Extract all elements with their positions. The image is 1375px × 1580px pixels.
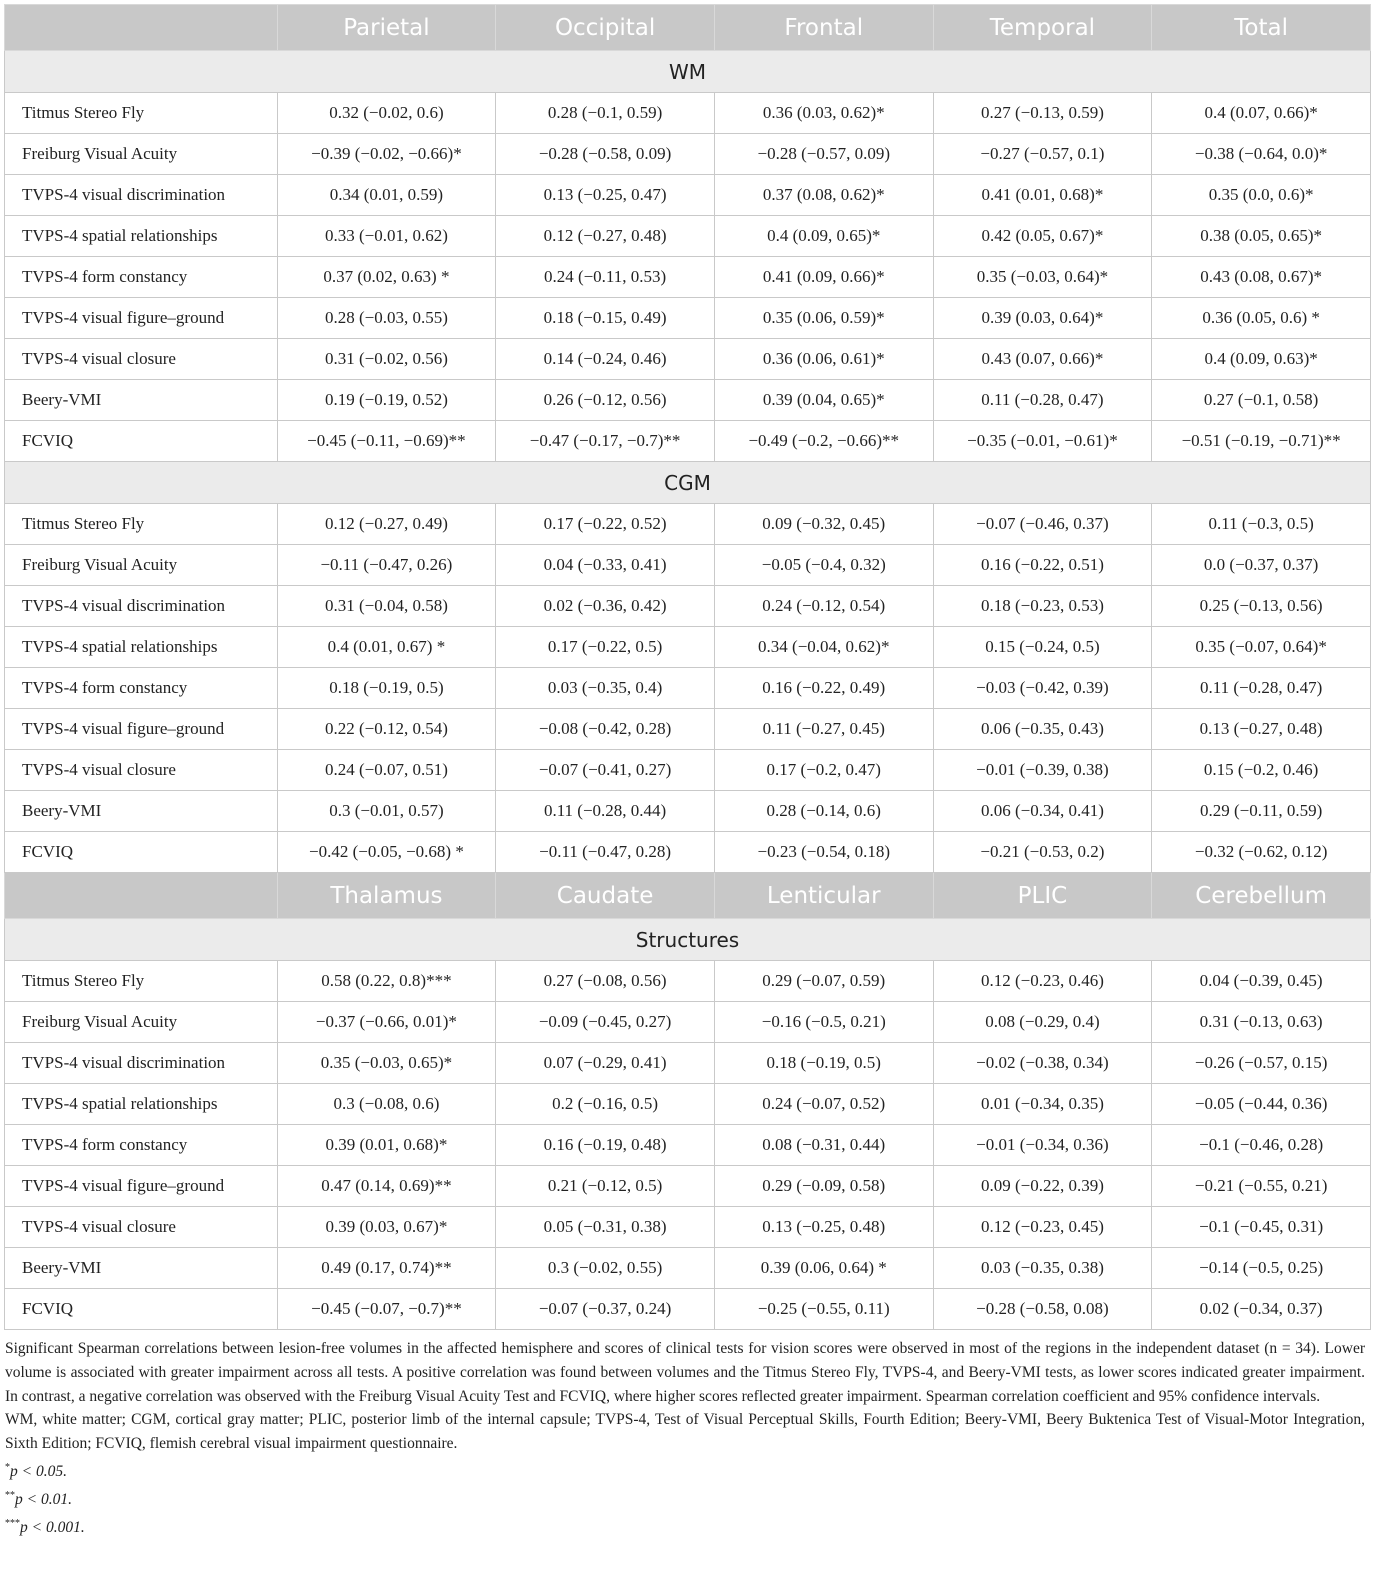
column-header: Occipital: [496, 5, 715, 51]
table-cell: 0.28 (−0.14, 0.6): [714, 791, 933, 832]
table-cell: 0.39 (0.04, 0.65)*: [714, 380, 933, 421]
table-cell: 0.37 (0.02, 0.63) *: [277, 257, 496, 298]
section-title: CGM: [5, 462, 1371, 504]
row-label: TVPS-4 visual closure: [5, 1207, 278, 1248]
column-header: Frontal: [714, 5, 933, 51]
table-cell: 0.35 (−0.07, 0.64)*: [1152, 627, 1371, 668]
table-cell: −0.38 (−0.64, 0.0)*: [1152, 134, 1371, 175]
table-footnotes: [4, 1337, 1371, 1540]
table-cell: 0.18 (−0.23, 0.53): [933, 586, 1152, 627]
table-cell: 0.21 (−0.12, 0.5): [496, 1166, 715, 1207]
table-row: [5, 545, 1371, 586]
table-cell: 0.24 (−0.07, 0.51): [277, 750, 496, 791]
table-cell: 0.0 (−0.37, 0.37): [1152, 545, 1371, 586]
table-row: [5, 1289, 1371, 1330]
table-cell: 0.02 (−0.34, 0.37): [1152, 1289, 1371, 1330]
table-cell: −0.26 (−0.57, 0.15): [1152, 1043, 1371, 1084]
table-cell: 0.02 (−0.36, 0.42): [496, 586, 715, 627]
table-cell: −0.01 (−0.34, 0.36): [933, 1125, 1152, 1166]
table-cell: 0.18 (−0.19, 0.5): [277, 668, 496, 709]
row-label: TVPS-4 form constancy: [5, 668, 278, 709]
column-header: Total: [1152, 5, 1371, 51]
column-header-row: [5, 873, 1371, 919]
table-cell: 0.24 (−0.11, 0.53): [496, 257, 715, 298]
results-table-figure: [4, 4, 1371, 1540]
table-cell: 0.08 (−0.29, 0.4): [933, 1002, 1152, 1043]
table-cell: −0.08 (−0.42, 0.28): [496, 709, 715, 750]
table-row: [5, 1084, 1371, 1125]
column-header: Thalamus: [277, 873, 496, 919]
table-cell: −0.28 (−0.57, 0.09): [714, 134, 933, 175]
table-cell: −0.14 (−0.5, 0.25): [1152, 1248, 1371, 1289]
table-cell: 0.27 (−0.1, 0.58): [1152, 380, 1371, 421]
table-cell: 0.11 (−0.3, 0.5): [1152, 504, 1371, 545]
row-label: TVPS-4 visual closure: [5, 750, 278, 791]
table-cell: 0.12 (−0.27, 0.49): [277, 504, 496, 545]
table-cell: −0.23 (−0.54, 0.18): [714, 832, 933, 873]
column-header: Lenticular: [714, 873, 933, 919]
footnote-sig-1: [5, 1456, 1365, 1484]
row-label: TVPS-4 form constancy: [5, 1125, 278, 1166]
table-cell: 0.49 (0.17, 0.74)**: [277, 1248, 496, 1289]
table-row: [5, 421, 1371, 462]
table-row: [5, 175, 1371, 216]
row-label: TVPS-4 spatial relationships: [5, 1084, 278, 1125]
table-row: [5, 1207, 1371, 1248]
row-label: TVPS-4 visual figure–ground: [5, 298, 278, 339]
table-cell: 0.17 (−0.2, 0.47): [714, 750, 933, 791]
table-cell: −0.02 (−0.38, 0.34): [933, 1043, 1152, 1084]
row-label: FCVIQ: [5, 832, 278, 873]
table-cell: 0.4 (0.09, 0.63)*: [1152, 339, 1371, 380]
table-cell: −0.21 (−0.53, 0.2): [933, 832, 1152, 873]
table-cell: 0.11 (−0.28, 0.44): [496, 791, 715, 832]
sig-2-mark: **: [5, 1489, 15, 1501]
sig-2-text: p < 0.01.: [15, 1491, 72, 1509]
table-row: [5, 216, 1371, 257]
section-row: [5, 51, 1371, 93]
table-cell: 0.41 (0.01, 0.68)*: [933, 175, 1152, 216]
table-cell: 0.22 (−0.12, 0.54): [277, 709, 496, 750]
row-label: Beery-VMI: [5, 380, 278, 421]
row-label: TVPS-4 visual figure–ground: [5, 709, 278, 750]
table-cell: 0.39 (0.06, 0.64) *: [714, 1248, 933, 1289]
table-cell: 0.16 (−0.22, 0.51): [933, 545, 1152, 586]
row-label: Titmus Stereo Fly: [5, 504, 278, 545]
table-row: [5, 668, 1371, 709]
table-cell: 0.39 (0.03, 0.67)*: [277, 1207, 496, 1248]
table-row: [5, 1166, 1371, 1207]
row-label: FCVIQ: [5, 421, 278, 462]
table-cell: 0.3 (−0.02, 0.55): [496, 1248, 715, 1289]
table-cell: 0.41 (0.09, 0.66)*: [714, 257, 933, 298]
section-title: WM: [5, 51, 1371, 93]
table-row: [5, 627, 1371, 668]
row-label: TVPS-4 spatial relationships: [5, 216, 278, 257]
table-cell: 0.24 (−0.12, 0.54): [714, 586, 933, 627]
table-cell: 0.43 (0.07, 0.66)*: [933, 339, 1152, 380]
table-cell: −0.28 (−0.58, 0.08): [933, 1289, 1152, 1330]
table-cell: 0.36 (0.05, 0.6) *: [1152, 298, 1371, 339]
column-header: Caudate: [496, 873, 715, 919]
table-cell: 0.25 (−0.13, 0.56): [1152, 586, 1371, 627]
column-header: PLIC: [933, 873, 1152, 919]
table-cell: 0.12 (−0.23, 0.45): [933, 1207, 1152, 1248]
section-title: Structures: [5, 919, 1371, 961]
table-cell: 0.36 (0.06, 0.61)*: [714, 339, 933, 380]
table-cell: −0.03 (−0.42, 0.39): [933, 668, 1152, 709]
column-header-row: [5, 5, 1371, 51]
table-cell: 0.17 (−0.22, 0.52): [496, 504, 715, 545]
table-cell: 0.31 (−0.04, 0.58): [277, 586, 496, 627]
table-cell: 0.29 (−0.07, 0.59): [714, 961, 933, 1002]
table-cell: 0.27 (−0.08, 0.56): [496, 961, 715, 1002]
table-cell: 0.2 (−0.16, 0.5): [496, 1084, 715, 1125]
table-cell: −0.51 (−0.19, −0.71)**: [1152, 421, 1371, 462]
table-cell: 0.34 (0.01, 0.59): [277, 175, 496, 216]
table-cell: 0.08 (−0.31, 0.44): [714, 1125, 933, 1166]
table-cell: −0.1 (−0.46, 0.28): [1152, 1125, 1371, 1166]
table-cell: −0.35 (−0.01, −0.61)*: [933, 421, 1152, 462]
header-corner: [5, 873, 278, 919]
footnote-sig-2: [5, 1484, 1365, 1512]
table-cell: 0.4 (0.01, 0.67) *: [277, 627, 496, 668]
row-label: TVPS-4 visual closure: [5, 339, 278, 380]
table-cell: 0.34 (−0.04, 0.62)*: [714, 627, 933, 668]
table-cell: 0.12 (−0.23, 0.46): [933, 961, 1152, 1002]
table-cell: −0.01 (−0.39, 0.38): [933, 750, 1152, 791]
section-row: [5, 462, 1371, 504]
table-row: [5, 380, 1371, 421]
table-row: [5, 961, 1371, 1002]
sig-1-mark: *: [5, 1461, 10, 1473]
correlation-table: [4, 4, 1371, 1330]
table-cell: −0.07 (−0.41, 0.27): [496, 750, 715, 791]
table-cell: 0.19 (−0.19, 0.52): [277, 380, 496, 421]
table-cell: −0.09 (−0.45, 0.27): [496, 1002, 715, 1043]
table-cell: −0.11 (−0.47, 0.28): [496, 832, 715, 873]
table-cell: −0.37 (−0.66, 0.01)*: [277, 1002, 496, 1043]
table-cell: 0.24 (−0.07, 0.52): [714, 1084, 933, 1125]
table-cell: −0.47 (−0.17, −0.7)**: [496, 421, 715, 462]
table-row: [5, 1002, 1371, 1043]
table-cell: 0.28 (−0.1, 0.59): [496, 93, 715, 134]
footnote-abbreviations: WM, white matter; CGM, cortical gray matter; PLIC, posterior limb of the internal capsule; TVPS-4, Test of Visual Perceptual Skills, Fourth Edition; Beery-VMI, Beery Buktenica Test of Visual-Motor Integration, Sixth Edition; FCVIQ, flemish cerebral visual impairment questionnaire.: [5, 1411, 1365, 1453]
table-cell: 0.31 (−0.13, 0.63): [1152, 1002, 1371, 1043]
table-cell: 0.38 (0.05, 0.65)*: [1152, 216, 1371, 257]
table-cell: −0.16 (−0.5, 0.21): [714, 1002, 933, 1043]
table-row: [5, 791, 1371, 832]
table-cell: 0.29 (−0.09, 0.58): [714, 1166, 933, 1207]
table-cell: 0.04 (−0.39, 0.45): [1152, 961, 1371, 1002]
column-header: Parietal: [277, 5, 496, 51]
table-row: [5, 298, 1371, 339]
table-cell: 0.14 (−0.24, 0.46): [496, 339, 715, 380]
table-cell: 0.39 (0.01, 0.68)*: [277, 1125, 496, 1166]
table-cell: 0.28 (−0.03, 0.55): [277, 298, 496, 339]
row-label: TVPS-4 visual discrimination: [5, 175, 278, 216]
table-row: [5, 1043, 1371, 1084]
table-cell: −0.07 (−0.46, 0.37): [933, 504, 1152, 545]
table-cell: 0.09 (−0.32, 0.45): [714, 504, 933, 545]
table-cell: 0.16 (−0.19, 0.48): [496, 1125, 715, 1166]
sig-3-mark: ***: [5, 1517, 20, 1529]
table-cell: 0.06 (−0.35, 0.43): [933, 709, 1152, 750]
row-label: Beery-VMI: [5, 1248, 278, 1289]
table-cell: 0.13 (−0.25, 0.47): [496, 175, 715, 216]
table-cell: 0.42 (0.05, 0.67)*: [933, 216, 1152, 257]
table-cell: 0.36 (0.03, 0.62)*: [714, 93, 933, 134]
table-cell: −0.45 (−0.11, −0.69)**: [277, 421, 496, 462]
table-cell: 0.35 (0.06, 0.59)*: [714, 298, 933, 339]
row-label: TVPS-4 form constancy: [5, 257, 278, 298]
table-cell: 0.16 (−0.22, 0.49): [714, 668, 933, 709]
table-cell: 0.15 (−0.24, 0.5): [933, 627, 1152, 668]
table-row: [5, 1125, 1371, 1166]
table-cell: 0.06 (−0.34, 0.41): [933, 791, 1152, 832]
sig-3-text: p < 0.001.: [20, 1519, 85, 1537]
row-label: TVPS-4 visual discrimination: [5, 1043, 278, 1084]
table-cell: 0.4 (0.07, 0.66)*: [1152, 93, 1371, 134]
table-cell: 0.32 (−0.02, 0.6): [277, 93, 496, 134]
table-row: [5, 586, 1371, 627]
column-header: Temporal: [933, 5, 1152, 51]
table-cell: 0.58 (0.22, 0.8)***: [277, 961, 496, 1002]
row-label: Freiburg Visual Acuity: [5, 1002, 278, 1043]
table-cell: −0.05 (−0.44, 0.36): [1152, 1084, 1371, 1125]
row-label: TVPS-4 visual discrimination: [5, 586, 278, 627]
table-row: [5, 134, 1371, 175]
table-cell: 0.04 (−0.33, 0.41): [496, 545, 715, 586]
table-cell: 0.33 (−0.01, 0.62): [277, 216, 496, 257]
table-cell: −0.07 (−0.37, 0.24): [496, 1289, 715, 1330]
row-label: Freiburg Visual Acuity: [5, 134, 278, 175]
table-cell: 0.3 (−0.08, 0.6): [277, 1084, 496, 1125]
section-row: [5, 919, 1371, 961]
row-label: Titmus Stereo Fly: [5, 93, 278, 134]
table-cell: 0.05 (−0.31, 0.38): [496, 1207, 715, 1248]
table-row: [5, 1248, 1371, 1289]
table-cell: −0.27 (−0.57, 0.1): [933, 134, 1152, 175]
table-cell: 0.03 (−0.35, 0.4): [496, 668, 715, 709]
table-cell: 0.35 (0.0, 0.6)*: [1152, 175, 1371, 216]
table-cell: 0.11 (−0.27, 0.45): [714, 709, 933, 750]
table-row: [5, 257, 1371, 298]
table-cell: 0.09 (−0.22, 0.39): [933, 1166, 1152, 1207]
table-body: [5, 5, 1371, 1330]
table-cell: 0.03 (−0.35, 0.38): [933, 1248, 1152, 1289]
row-label: Beery-VMI: [5, 791, 278, 832]
footnote-sig-3: [5, 1512, 1365, 1540]
table-cell: 0.11 (−0.28, 0.47): [1152, 668, 1371, 709]
table-cell: 0.35 (−0.03, 0.64)*: [933, 257, 1152, 298]
table-cell: 0.27 (−0.13, 0.59): [933, 93, 1152, 134]
row-label: TVPS-4 spatial relationships: [5, 627, 278, 668]
table-cell: −0.28 (−0.58, 0.09): [496, 134, 715, 175]
table-cell: 0.4 (0.09, 0.65)*: [714, 216, 933, 257]
table-cell: −0.42 (−0.05, −0.68) *: [277, 832, 496, 873]
table-cell: 0.11 (−0.28, 0.47): [933, 380, 1152, 421]
table-cell: 0.29 (−0.11, 0.59): [1152, 791, 1371, 832]
column-header: Cerebellum: [1152, 873, 1371, 919]
row-label: Titmus Stereo Fly: [5, 961, 278, 1002]
table-row: [5, 504, 1371, 545]
table-cell: 0.3 (−0.01, 0.57): [277, 791, 496, 832]
table-cell: 0.13 (−0.27, 0.48): [1152, 709, 1371, 750]
table-row: [5, 832, 1371, 873]
row-label: FCVIQ: [5, 1289, 278, 1330]
table-cell: 0.31 (−0.02, 0.56): [277, 339, 496, 380]
table-cell: 0.18 (−0.15, 0.49): [496, 298, 715, 339]
table-cell: −0.05 (−0.4, 0.32): [714, 545, 933, 586]
table-cell: 0.13 (−0.25, 0.48): [714, 1207, 933, 1248]
table-cell: −0.45 (−0.07, −0.7)**: [277, 1289, 496, 1330]
table-cell: −0.1 (−0.45, 0.31): [1152, 1207, 1371, 1248]
table-cell: 0.01 (−0.34, 0.35): [933, 1084, 1152, 1125]
table-cell: 0.39 (0.03, 0.64)*: [933, 298, 1152, 339]
table-cell: −0.39 (−0.02, −0.66)*: [277, 134, 496, 175]
table-cell: −0.25 (−0.55, 0.11): [714, 1289, 933, 1330]
sig-1-text: p < 0.05.: [10, 1463, 67, 1481]
table-cell: 0.17 (−0.22, 0.5): [496, 627, 715, 668]
table-cell: −0.49 (−0.2, −0.66)**: [714, 421, 933, 462]
table-row: [5, 339, 1371, 380]
table-cell: 0.15 (−0.2, 0.46): [1152, 750, 1371, 791]
table-cell: 0.37 (0.08, 0.62)*: [714, 175, 933, 216]
table-cell: 0.47 (0.14, 0.69)**: [277, 1166, 496, 1207]
table-cell: 0.26 (−0.12, 0.56): [496, 380, 715, 421]
header-corner: [5, 5, 278, 51]
table-cell: −0.32 (−0.62, 0.12): [1152, 832, 1371, 873]
table-cell: 0.12 (−0.27, 0.48): [496, 216, 715, 257]
table-cell: 0.35 (−0.03, 0.65)*: [277, 1043, 496, 1084]
table-row: [5, 709, 1371, 750]
table-row: [5, 750, 1371, 791]
table-row: [5, 93, 1371, 134]
table-cell: 0.07 (−0.29, 0.41): [496, 1043, 715, 1084]
table-cell: −0.11 (−0.47, 0.26): [277, 545, 496, 586]
table-cell: 0.18 (−0.19, 0.5): [714, 1043, 933, 1084]
row-label: Freiburg Visual Acuity: [5, 545, 278, 586]
table-cell: −0.21 (−0.55, 0.21): [1152, 1166, 1371, 1207]
row-label: TVPS-4 visual figure–ground: [5, 1166, 278, 1207]
table-cell: 0.43 (0.08, 0.67)*: [1152, 257, 1371, 298]
footnote-description: Significant Spearman correlations between lesion-free volumes in the affected hemisphere and scores of clinical tests for vision scores were observed in most of the regions in the independent dataset (n = 34). Lower volume is associated with greater impairment across all tests. A positive correlation was found between volumes and the Titmus Stereo Fly, TVPS-4, and Beery-VMI tests, as lower scores indicated greater impairment. In contrast, a negative correlation was observed with the Freiburg Visual Acuity Test and FCVIQ, where higher scores reflected greater impairment. Spearman correlation coefficient and 95% confidence intervals.: [5, 1340, 1365, 1405]
